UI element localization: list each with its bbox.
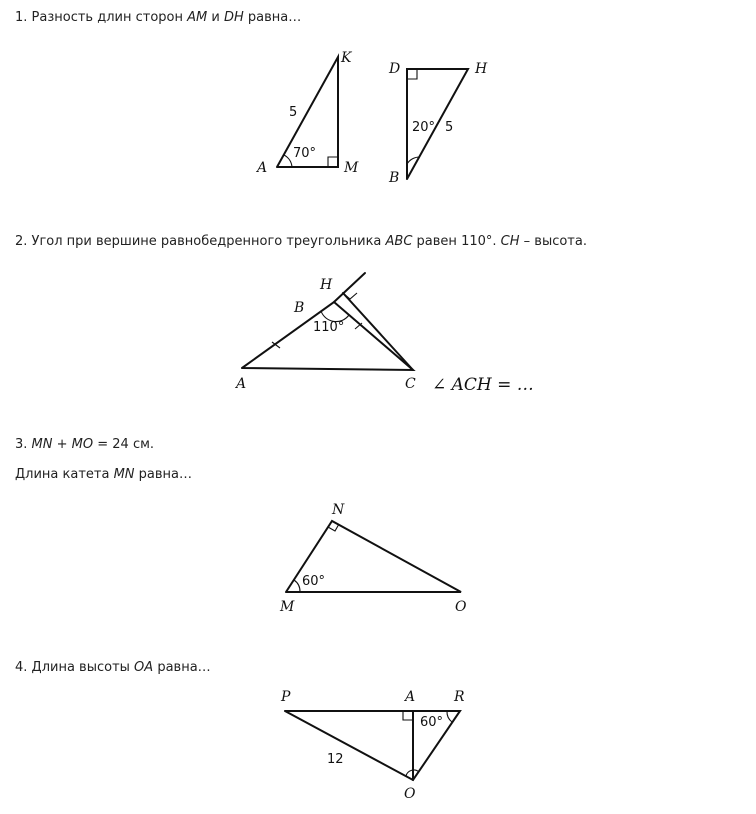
label-a: A [257, 160, 268, 176]
question-3-line2-var: MN [113, 467, 135, 482]
question-1-prefix: 1. Разность длин сторон [15, 10, 188, 25]
label-k: K [341, 50, 352, 66]
question-1-var-am: AM [187, 10, 208, 25]
question-3-prefix: 3. [15, 437, 32, 452]
label-d: D [389, 61, 401, 77]
figure-1-triangle-akm [255, 50, 359, 176]
angle-m-value: 60° [302, 574, 326, 589]
question-2-var-ch: CH [500, 234, 520, 249]
angle-r-value: 60° [420, 715, 444, 730]
label-a: A [405, 689, 416, 705]
question-2-prefix: 2. Угол при вершине равнобедренного треугольника [15, 234, 386, 249]
question-3-line2-prefix: Длина катета [15, 467, 114, 482]
label-r: R [454, 689, 465, 705]
label-m: M [344, 160, 359, 176]
figure-1-triangle-dhb [388, 61, 488, 186]
angle-a-value: 70° [293, 146, 317, 161]
question-1-suffix: равна… [243, 10, 302, 25]
label-p: P [281, 689, 291, 705]
label-o: O [455, 599, 467, 615]
angle-b-value: 20° [412, 120, 436, 135]
question-1-mid: и [207, 10, 224, 25]
question-2-mid: равен 110°. [412, 234, 501, 249]
question-3-suffix: = 24 см. [93, 437, 155, 452]
side-bh-length: 5 [445, 120, 454, 135]
label-c: C [405, 376, 416, 392]
label-h: H [320, 277, 333, 293]
question-4-text [15, 660, 211, 675]
question-4-prefix: 4. Длина высоты [15, 660, 135, 675]
side-ak-length: 5 [289, 105, 298, 120]
label-h: H [475, 61, 488, 77]
question-1-var-dh: DH [223, 10, 244, 25]
label-o: O [404, 786, 416, 802]
figure-3-triangle-mno [279, 502, 467, 615]
question-3-var-mo: MO [71, 437, 94, 452]
question-2-text [15, 234, 587, 249]
label-b: B [294, 300, 305, 316]
question-3-line-2 [15, 467, 192, 482]
question-2-var-abc: ABC [385, 234, 413, 249]
figure-4-triangle-pro [280, 689, 465, 802]
label-n: N [332, 502, 345, 518]
question-angle-ach: ∠ ACH = … [432, 375, 534, 395]
question-2-suffix: – высота. [519, 234, 587, 249]
label-b: B [389, 170, 400, 186]
question-3-mid: + [52, 437, 72, 452]
question-4-suffix: равна… [153, 660, 211, 675]
question-3-text [15, 437, 154, 452]
question-3-var-mn: MN [31, 437, 53, 452]
question-4-var-oa: OA [134, 660, 154, 675]
question-3-line2-suffix: равна… [134, 467, 193, 482]
label-a: A [236, 376, 247, 392]
label-m: M [280, 599, 295, 615]
figure-2-triangle-abc [234, 273, 534, 395]
side-po-length: 12 [327, 752, 344, 767]
angle-b-value: 110° [313, 320, 345, 335]
